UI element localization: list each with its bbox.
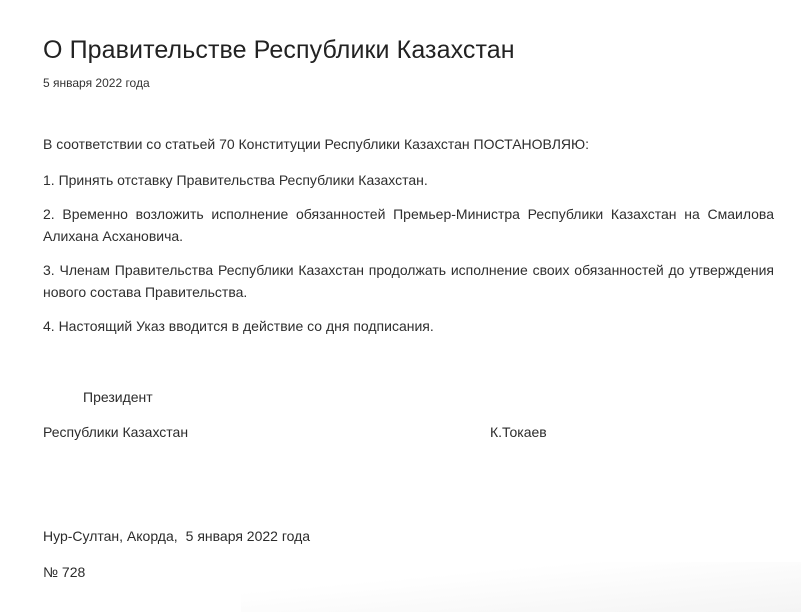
page-title: О Правительстве Республики Казахстан bbox=[43, 36, 515, 64]
preamble-paragraph: В соответствии со статьей 70 Конституции Республики Казахстан ПОСТАНОВЛЯЮ: bbox=[43, 136, 590, 152]
signature-title: Президент bbox=[83, 389, 153, 405]
bottom-shadow bbox=[241, 562, 801, 612]
decree-item-4: 4. Настоящий Указ вводится в действие со дня подписания. bbox=[43, 318, 434, 334]
signature-name: К.Токаев bbox=[490, 424, 547, 440]
signature-country: Республики Казахстан bbox=[43, 424, 189, 440]
issue-place: Нур-Султан, Акорда, bbox=[43, 528, 178, 544]
decree-item-2: 2. Временно возложить исполнение обязанностей Премьер-Министра Республики Казахстан на Смаилова Алихана Асхановича. bbox=[43, 206, 774, 244]
issue-line bbox=[43, 525, 310, 547]
decree-item-1: 1. Принять отставку Правительства Республики Казахстан. bbox=[43, 172, 428, 188]
decree-item-3: 3. Членам Правительства Республики Казахстан продолжать исполнение своих обязанностей до утверждения нового состава Правительства. bbox=[43, 262, 774, 300]
document-number: № 728 bbox=[43, 564, 86, 580]
issue-date: 5 января 2022 года bbox=[185, 528, 311, 544]
publication-date: 5 января 2022 года bbox=[43, 76, 150, 90]
